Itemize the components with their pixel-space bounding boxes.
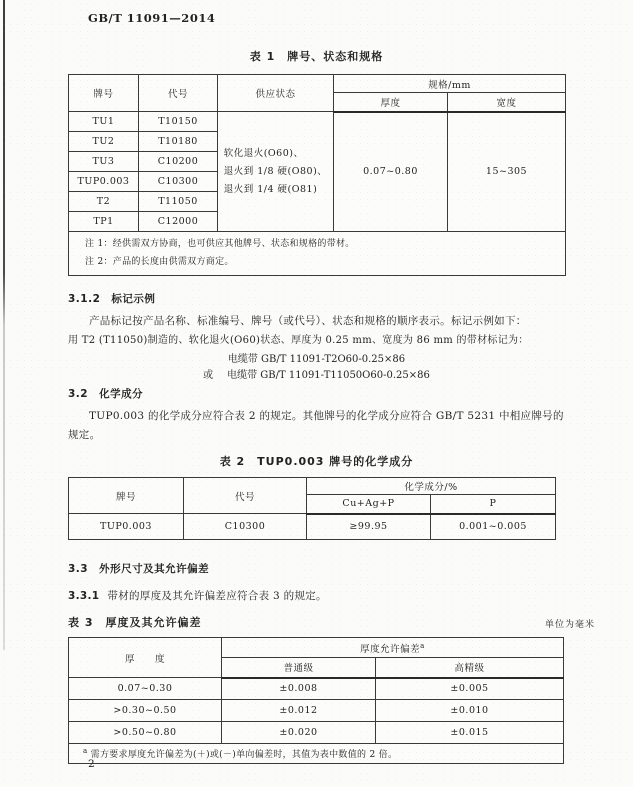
table-row-footnote xyxy=(69,744,564,764)
grade-cell: TUP0.003 xyxy=(69,172,139,192)
standard-number: GB/T 11091—2014 xyxy=(88,11,216,25)
table1-header-grade: 牌号 xyxy=(69,75,139,112)
table3-header-high-grade: 高精级 xyxy=(376,658,564,678)
thickness-cell: 0.07~0.30 xyxy=(69,678,222,700)
normal-tolerance-cell: ±0.008 xyxy=(222,678,376,700)
table2-header-grade: 牌号 xyxy=(69,478,184,514)
table-row xyxy=(69,678,564,700)
table1-header-thickness: 厚度 xyxy=(334,93,448,112)
table1-note2: 注 2：产品的长度由供需双方商定。 xyxy=(85,257,234,267)
code-cell: C10300 xyxy=(184,514,307,540)
code-cell: C10200 xyxy=(139,152,218,172)
marking-example-2-prefix: 或 xyxy=(203,370,214,381)
code-cell: C10300 xyxy=(139,172,218,192)
section-3-3-heading: 3.3 外形尺寸及其允许偏差 xyxy=(68,563,210,575)
marking-example-1: 电缆带 GB/T 11091-T2O60-0.25×86 xyxy=(227,354,406,365)
table3-header-thickness: 厚 度 xyxy=(69,638,222,678)
table2-header-cuagp: Cu+Ag+P xyxy=(307,495,431,514)
grade-cell: TU1 xyxy=(69,112,139,132)
supply-state-line: 退火到 1/8 硬(O80)、 xyxy=(223,165,328,177)
scan-edge-artifact xyxy=(3,0,5,650)
table1-title: 表 1 牌号、状态和规格 xyxy=(249,50,384,63)
section-3-1-2-paragraph1: 产品标记按产品名称、标准编号、牌号（或代号）、状态和规格的顺序表示。标记示例如下： xyxy=(89,315,527,327)
table-row-notes xyxy=(69,232,566,276)
supply-state-cell xyxy=(218,112,334,232)
section-3-2-paragraph-line1: TUP0.003 的化学成分应符合表 2 的规定。其他牌号的化学成分应符合 GB/T 5231 中相应牌号的 xyxy=(89,410,564,422)
width-range-cell: 15~305 xyxy=(448,112,566,232)
supply-state-line: 退火到 1/4 硬(O81) xyxy=(223,183,318,195)
table1-header-code: 代号 xyxy=(139,75,218,112)
table2-header-code: 代号 xyxy=(184,478,307,514)
footnote-text: 需方要求厚度允许偏差为(＋)或(－)单向偏差时，其值为表中数值的 2 倍。 xyxy=(90,750,398,760)
marking-example-2-text: 电缆带 GB/T 11091-T11050O60-0.25×86 xyxy=(227,370,430,381)
table1-header-supply-state: 供应状态 xyxy=(218,75,334,112)
section-3-3-1-number: 3.3.1 xyxy=(68,590,100,602)
table2-title: 表 2 TUP0.003 牌号的化学成分 xyxy=(219,455,414,468)
table1-notes-cell xyxy=(69,232,566,276)
table1-grades-states-specs xyxy=(68,74,566,276)
table3-caption xyxy=(68,614,595,630)
supply-state-line: 软化退火(O60)、 xyxy=(223,147,304,159)
table3-footnote-cell xyxy=(69,744,564,764)
normal-tolerance-cell: ±0.020 xyxy=(222,722,376,744)
table2-chemical-composition xyxy=(68,477,556,540)
table3-unit-note: 单位为毫米 xyxy=(544,620,595,630)
table2-header-p: P xyxy=(431,495,556,514)
section-3-1-2-paragraph2: 用 T2 (T11050)制造的、软化退火(O60)状态、厚度为 0.25 mm、宽度为 86 mm 的带材标记为： xyxy=(68,335,529,346)
grade-cell: TU3 xyxy=(69,152,139,172)
grade-cell: TU2 xyxy=(69,132,139,152)
cuagp-value-cell: ≥99.95 xyxy=(307,514,431,540)
code-cell: T11050 xyxy=(139,192,218,212)
p-value-cell: 0.001~0.005 xyxy=(431,514,556,540)
normal-tolerance-cell: ±0.012 xyxy=(222,700,376,722)
table3-header-normal-grade: 普通级 xyxy=(222,658,376,678)
high-tolerance-cell: ±0.005 xyxy=(376,678,564,700)
section-3-3-1-text: 带材的厚度及其允许偏差应符合表 3 的规定。 xyxy=(107,590,327,602)
high-tolerance-cell: ±0.015 xyxy=(376,722,564,744)
table3-header-tolerance: 厚度允许偏差$^a$ xyxy=(222,638,564,658)
code-cell: T10150 xyxy=(139,112,218,132)
section-3-3-1-paragraph xyxy=(68,587,585,606)
table3-title: 表 3 厚度及其允许偏差 xyxy=(68,616,202,629)
thickness-cell: >0.50~0.80 xyxy=(69,722,222,744)
table-row xyxy=(69,722,564,744)
grade-cell: T2 xyxy=(69,192,139,212)
table1-note1: 注 1：经供需双方协商，也可供应其他牌号、状态和规格的带材。 xyxy=(85,239,355,249)
section-3-2-heading: 3.2 化学成分 xyxy=(68,388,144,400)
grade-cell: TP1 xyxy=(69,212,139,232)
table1-header-spec: 规格/mm xyxy=(334,75,566,93)
table-row xyxy=(69,112,566,132)
tolerance-footnote-marker: a xyxy=(420,641,425,650)
footnote-marker: a xyxy=(83,747,88,755)
section-3-1-2-heading: 3.1.2 标记示例 xyxy=(68,293,156,305)
marking-example-2 xyxy=(68,366,565,381)
high-tolerance-cell: ±0.010 xyxy=(376,700,564,722)
table-row xyxy=(69,514,556,540)
thickness-range-cell: 0.07~0.80 xyxy=(334,112,448,232)
table3-thickness-tolerance xyxy=(68,637,564,764)
table-row xyxy=(69,700,564,722)
code-cell: C12000 xyxy=(139,212,218,232)
section-3-2-paragraph-line2: 规定。 xyxy=(68,429,101,441)
page-number: 2 xyxy=(88,758,95,770)
thickness-cell: >0.30~0.50 xyxy=(69,700,222,722)
table2-header-composition: 化学成分/% xyxy=(307,478,556,495)
grade-cell: TUP0.003 xyxy=(69,514,184,540)
table1-header-width: 宽度 xyxy=(448,93,566,112)
code-cell: T10180 xyxy=(139,132,218,152)
